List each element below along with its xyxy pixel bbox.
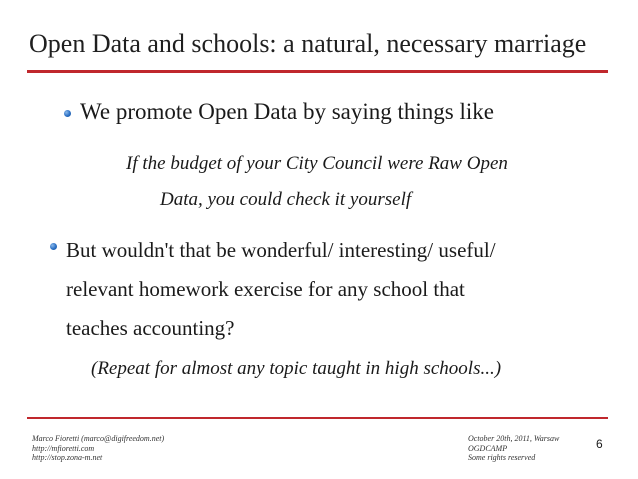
bullet-text-line: relevant homework exercise for any school that: [66, 277, 465, 301]
bullet-text-line: But wouldn't that be wonderful/ interesting/ useful/: [66, 238, 496, 262]
footer-divider: [27, 417, 608, 419]
footer-link[interactable]: http://stop.zona-m.net: [32, 453, 103, 462]
bullet-icon: [64, 110, 71, 117]
bullet-item-2: [50, 231, 496, 348]
footer-event: [468, 434, 559, 463]
footer-date: October 20th, 2011, Warsaw: [468, 434, 560, 443]
bullet-item-1: [64, 96, 494, 128]
quote-line-1: If the budget of your City Council were Raw Open: [126, 153, 508, 174]
bullet-icon: [50, 243, 57, 250]
bullet-text-block: [66, 231, 496, 348]
page-number: 6: [596, 437, 603, 451]
footer-author-line: Marco Fioretti (marco@digifreedom.net): [32, 434, 165, 443]
footer-license: Some rights reserved: [468, 453, 536, 462]
slide-title: Open Data and schools: a natural, necessary marriage: [29, 29, 587, 58]
bullet-text: We promote Open Data by saying things like: [80, 99, 494, 124]
title-divider: [27, 70, 608, 73]
repeat-note: (Repeat for almost any topic taught in high schools...): [91, 358, 502, 379]
footer-author: [32, 434, 164, 463]
footer-event-name: OGDCAMP: [468, 443, 508, 453]
bullet-text-line: teaches accounting?: [66, 316, 235, 340]
quote-line-2: Data, you could check it yourself: [160, 189, 412, 210]
footer-link[interactable]: http://mfioretti.com: [32, 443, 95, 453]
